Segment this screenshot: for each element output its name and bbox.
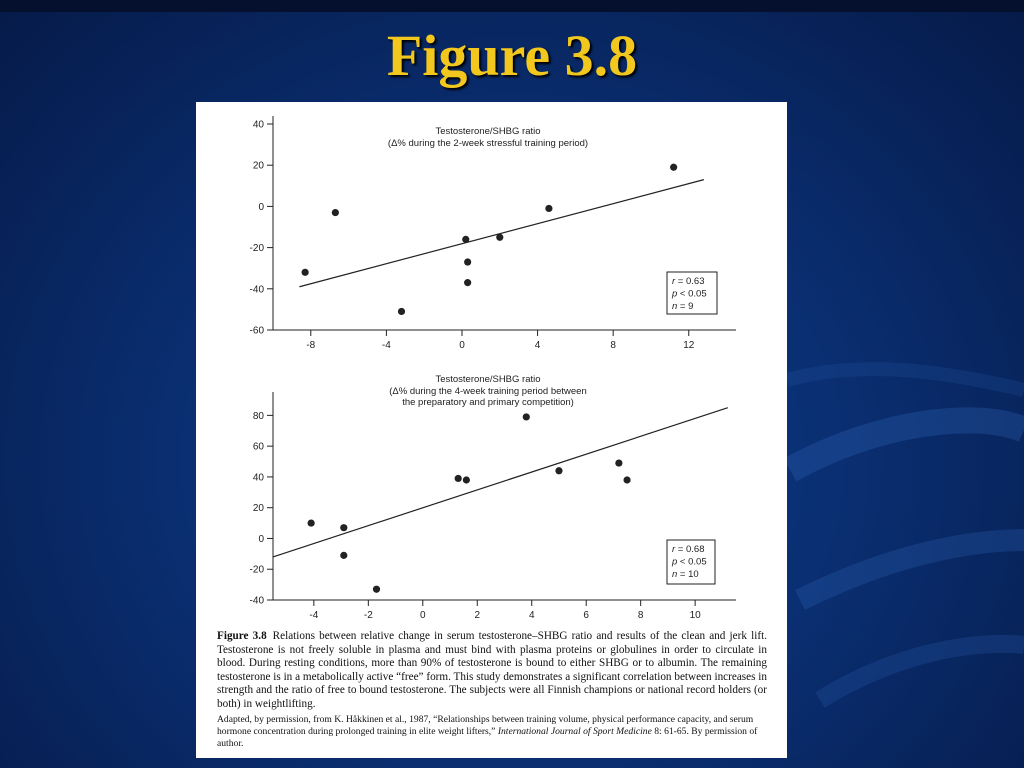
- x-tick-label: 0: [420, 610, 426, 621]
- stats-line: r = 0.68: [672, 544, 705, 555]
- data-point: [340, 552, 347, 559]
- chart-2: [250, 374, 736, 621]
- x-tick-label: 6: [583, 610, 589, 621]
- data-point: [462, 236, 469, 243]
- slide-title: Figure 3.8: [386, 23, 638, 88]
- x-tick-label: 4: [534, 340, 541, 351]
- caption-figure-label: Figure 3.8: [217, 630, 267, 642]
- figure-charts: [196, 102, 787, 627]
- figure-panel: [196, 102, 787, 758]
- data-point: [398, 308, 405, 315]
- stats-line: n = 9: [672, 301, 694, 312]
- y-tick-label: 40: [252, 119, 264, 131]
- figure-source-credit: [217, 714, 767, 750]
- y-tick-label: 60: [252, 441, 264, 453]
- chart-title: Testosterone/SHBG ratio: [435, 374, 541, 385]
- data-point: [615, 459, 622, 466]
- data-point: [496, 234, 503, 241]
- x-tick-label: 12: [683, 340, 695, 351]
- data-point: [555, 467, 562, 474]
- y-tick-label: -60: [249, 325, 264, 337]
- x-tick-label: 8: [610, 340, 616, 351]
- data-point: [455, 475, 462, 482]
- data-point: [308, 519, 315, 526]
- data-point: [464, 279, 471, 286]
- y-tick-label: -40: [249, 595, 264, 607]
- x-tick-label: -2: [363, 610, 373, 621]
- chart-subtitle: (Δ% during the 4-week training period between: [389, 386, 587, 397]
- data-point: [464, 258, 471, 265]
- x-tick-label: 4: [528, 610, 535, 621]
- stats-line: p < 0.05: [672, 556, 707, 568]
- data-point: [670, 164, 677, 171]
- stats-line: n = 10: [672, 569, 699, 580]
- data-point: [332, 209, 339, 216]
- y-tick-label: 20: [252, 160, 264, 172]
- y-tick-label: 80: [252, 410, 264, 422]
- caption-text: Relations between relative change in serum testosterone–SHBG ratio and results of the clean and jerk lift. Testosterone is not freely soluble in plasma and must bind with plasma proteins or globulines in order to circulate in blood. During resting conditions, more than 90% of testosterone is bound to either SHBG or to albumin. The remaining testosterone is in a metabolically active “free” form. This study demonstrates a significant correlation between increases in strength and the ratio of free to bound testosterone. The subjects were all Finnish champions or national record holders (or both) in weightlifting.: [217, 630, 767, 710]
- data-point: [545, 205, 552, 212]
- x-tick-label: 2: [474, 610, 481, 621]
- stats-line: p < 0.05: [672, 288, 707, 300]
- y-tick-label: -20: [249, 564, 264, 576]
- data-point: [623, 476, 630, 483]
- chart-subtitle: the preparatory and primary competition): [402, 397, 574, 408]
- data-point: [463, 476, 470, 483]
- source-journal: International Journal of Sport Medicine: [497, 726, 652, 737]
- y-tick-label: 40: [252, 472, 264, 484]
- y-tick-label: -40: [249, 284, 264, 296]
- source-citation: Adapted, by permission, from K. Håkkinen et al., 1987, “Relationships between training volume, physical performance capacity, and serum hormone concentration during prolonged training in elite weight lifters,”: [217, 714, 754, 737]
- x-tick-label: -4: [381, 340, 391, 351]
- regression-line: [273, 408, 728, 557]
- chart-subtitle: (Δ% during the 2-week stressful training period): [387, 138, 589, 149]
- data-point: [373, 586, 380, 593]
- y-tick-label: -20: [249, 243, 264, 255]
- y-tick-label: 0: [258, 533, 264, 545]
- x-tick-label: 10: [689, 610, 701, 621]
- data-point: [302, 269, 309, 276]
- regression-line: [299, 180, 703, 287]
- chart-1: [250, 116, 736, 351]
- data-point: [523, 413, 530, 420]
- x-tick-label: -8: [306, 340, 316, 351]
- x-tick-label: -4: [309, 610, 319, 621]
- stats-line: r = 0.63: [672, 276, 705, 287]
- data-point: [340, 524, 347, 531]
- x-tick-label: 0: [459, 340, 465, 351]
- y-tick-label: 20: [252, 503, 264, 515]
- y-tick-label: 0: [258, 201, 264, 213]
- x-tick-label: 8: [637, 610, 644, 621]
- source-citation-end: 8: 61-65. By permission of author.: [217, 726, 758, 749]
- figure-caption: [217, 630, 767, 712]
- chart-title: Testosterone/SHBG ratio: [435, 126, 541, 137]
